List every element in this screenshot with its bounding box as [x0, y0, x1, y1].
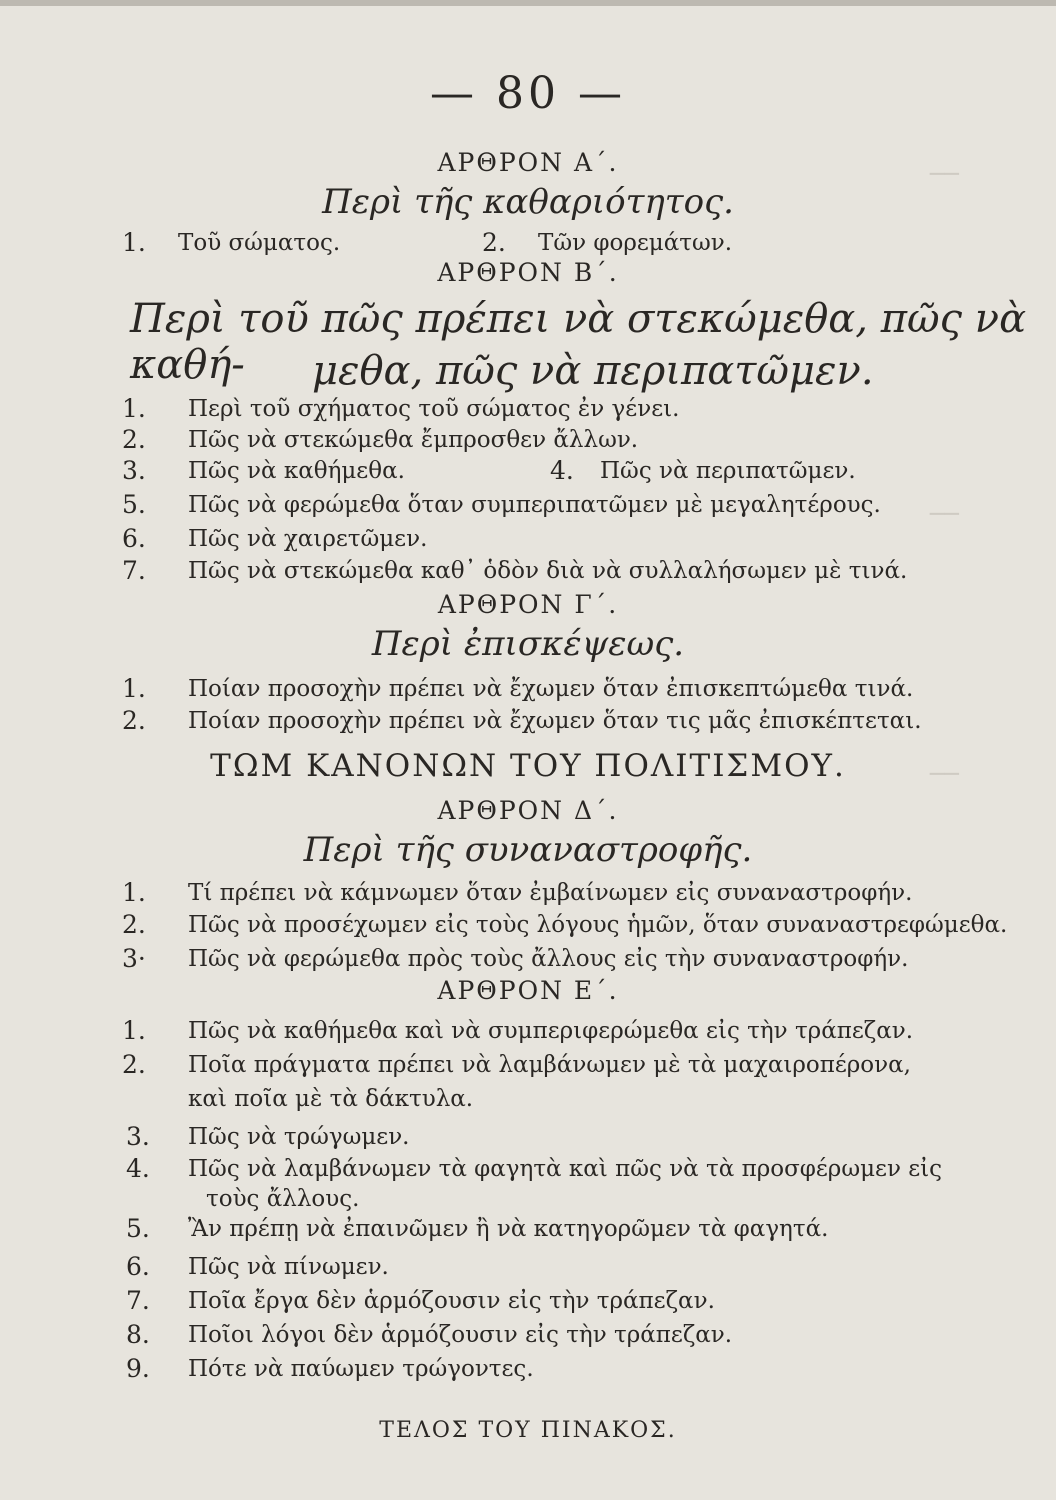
article-e-item-num: 8. — [126, 1320, 150, 1349]
article-e-item-num: 5. — [126, 1214, 150, 1243]
article-e-item-num: 7. — [126, 1286, 150, 1315]
article-e-item-text: Ἂν πρέπῃ νὰ ἐπαινῶμεν ἢ νὰ κατηγορῶμεν τὰ φαγητά. — [188, 1216, 829, 1242]
article-c-item-num: 1. — [122, 674, 146, 703]
article-d-heading: ΑΡΘΡΟΝ Δ΄. — [437, 796, 619, 825]
article-e-item-num: 1. — [122, 1016, 146, 1045]
article-e-item-num: 3. — [126, 1122, 150, 1151]
article-a-item-text: Τοῦ σώματος. — [178, 230, 341, 256]
bleed-through-mark: ── — [930, 760, 959, 788]
article-a-title: Περὶ τῆς καθαριότητος. — [322, 182, 734, 222]
article-b-item-num: 2. — [122, 425, 146, 454]
article-b-item-num: 5. — [122, 490, 146, 519]
article-c-item-text: Ποίαν προσοχὴν πρέπει νὰ ἔχωμεν ὅταν τις μᾶς ἐπισκέπτεται. — [188, 708, 922, 734]
article-d-item-num: 3· — [122, 944, 146, 973]
article-e-item-text-cont: τοὺς ἄλλους. — [206, 1186, 360, 1212]
article-d-item-text: Πῶς νὰ προσέχωμεν εἰς τοὺς λόγους ἡμῶν, ὅταν συναναστρεφώμεθα. — [188, 912, 1008, 938]
article-e-item-num: 6. — [126, 1252, 150, 1281]
article-c-title: Περὶ ἐπισκέψεως. — [371, 624, 685, 664]
article-e-item-text-cont: καὶ ποῖα μὲ τὰ δάκτυλα. — [188, 1086, 474, 1112]
article-b-item-text: Πῶς νὰ καθήμεθα. — [188, 458, 405, 484]
article-a-item-num: 1. — [122, 228, 146, 257]
article-b-item-num: 1. — [122, 394, 146, 423]
article-c-item-text: Ποίαν προσοχὴν πρέπει νὰ ἔχωμεν ὅταν ἐπισκεπτώμεθα τινά. — [188, 676, 914, 702]
article-d-title: Περὶ τῆς συναναστροφῆς. — [303, 830, 753, 870]
article-b-item-text: Πῶς νὰ στεκώμεθα καθ᾽ ὁδὸν διὰ νὰ συλλαλήσωμεν μὲ τινά. — [188, 558, 908, 584]
article-b-heading: ΑΡΘΡΟΝ Β΄. — [437, 258, 619, 287]
article-b-item-text: Πῶς νὰ στεκώμεθα ἔμπροσθεν ἄλλων. — [188, 427, 639, 453]
article-b-item-text: Πῶς νὰ χαιρετῶμεν. — [188, 526, 428, 552]
section-title: ΤΩΜ ΚΑΝΟΝΩΝ ΤΟΥ ΠΟΛΙΤΙΣΜΟΥ. — [210, 748, 846, 784]
article-b-item-num: 4. — [550, 456, 574, 485]
bleed-through-mark: ── — [930, 160, 959, 188]
article-a-item-num: 2. — [482, 228, 506, 257]
article-b-item-num: 3. — [122, 456, 146, 485]
article-b-item-num: 6. — [122, 524, 146, 553]
article-b-title-line1: Περὶ τοῦ πῶς πρέπει νὰ στεκώμεθα, πῶς νὰ καθή- — [130, 296, 1027, 388]
article-e-item-num: 2. — [122, 1050, 146, 1079]
article-e-item-text: Πῶς νὰ τρώγωμεν. — [188, 1124, 410, 1150]
article-e-item-text: Πότε νὰ παύωμεν τρώγοντες. — [188, 1356, 534, 1382]
page-number: — 80 — — [430, 68, 626, 119]
article-e-item-text: Πῶς νὰ λαμβάνωμεν τὰ φαγητὰ καὶ πῶς νὰ τὰ προσφέρωμεν εἰς — [188, 1156, 943, 1182]
article-e-item-text: Ποῖα πράγματα πρέπει νὰ λαμβάνωμεν μὲ τὰ μαχαιροπέρονα, — [188, 1052, 911, 1078]
article-e-item-text: Ποῖα ἔργα δὲν ἁρμόζουσιν εἰς τὴν τράπεζαν. — [188, 1288, 715, 1314]
article-e-heading: ΑΡΘΡΟΝ Ε΄. — [437, 976, 619, 1005]
article-d-item-num: 2. — [122, 910, 146, 939]
article-a-item-text: Τῶν φορεμάτων. — [538, 230, 733, 256]
article-d-item-text: Πῶς νὰ φερώμεθα πρὸς τοὺς ἄλλους εἰς τὴν συναναστροφήν. — [188, 946, 909, 972]
article-b-item-num: 7. — [122, 556, 146, 585]
article-e-item-text: Πῶς νὰ καθήμεθα καὶ νὰ συμπεριφερώμεθα εἰς τὴν τράπεζαν. — [188, 1018, 914, 1044]
article-c-heading: ΑΡΘΡΟΝ Γ΄. — [437, 590, 619, 619]
page-edge — [0, 0, 1056, 6]
article-b-item-text: Πῶς νὰ περιπατῶμεν. — [600, 458, 856, 484]
article-e-item-text: Ποῖοι λόγοι δὲν ἁρμόζουσιν εἰς τὴν τράπεζαν. — [188, 1322, 733, 1348]
article-d-item-text: Τί πρέπει νὰ κάμνωμεν ὅταν ἐμβαίνωμεν εἰς συναναστροφήν. — [188, 880, 913, 906]
article-b-item-text: Πῶς νὰ φερώμεθα ὅταν συμπεριπατῶμεν μὲ μεγαλητέρους. — [188, 492, 881, 518]
article-b-item-text: Περὶ τοῦ σχήματος τοῦ σώματος ἐν γένει. — [188, 396, 680, 422]
article-e-item-num: 4. — [126, 1154, 150, 1183]
article-c-item-num: 2. — [122, 706, 146, 735]
article-e-item-text: Πῶς νὰ πίνωμεν. — [188, 1254, 389, 1280]
article-b-title-line2: μεθα, πῶς νὰ περιπατῶμεν. — [312, 348, 874, 394]
end-of-index: ΤΕΛΟΣ ΤΟΥ ΠΙΝΑΚΟΣ. — [379, 1418, 677, 1443]
article-d-item-num: 1. — [122, 878, 146, 907]
bleed-through-mark: ── — [930, 500, 959, 528]
article-a-heading: ΑΡΘΡΟΝ Α΄. — [437, 148, 619, 177]
article-e-item-num: 9. — [126, 1354, 150, 1383]
